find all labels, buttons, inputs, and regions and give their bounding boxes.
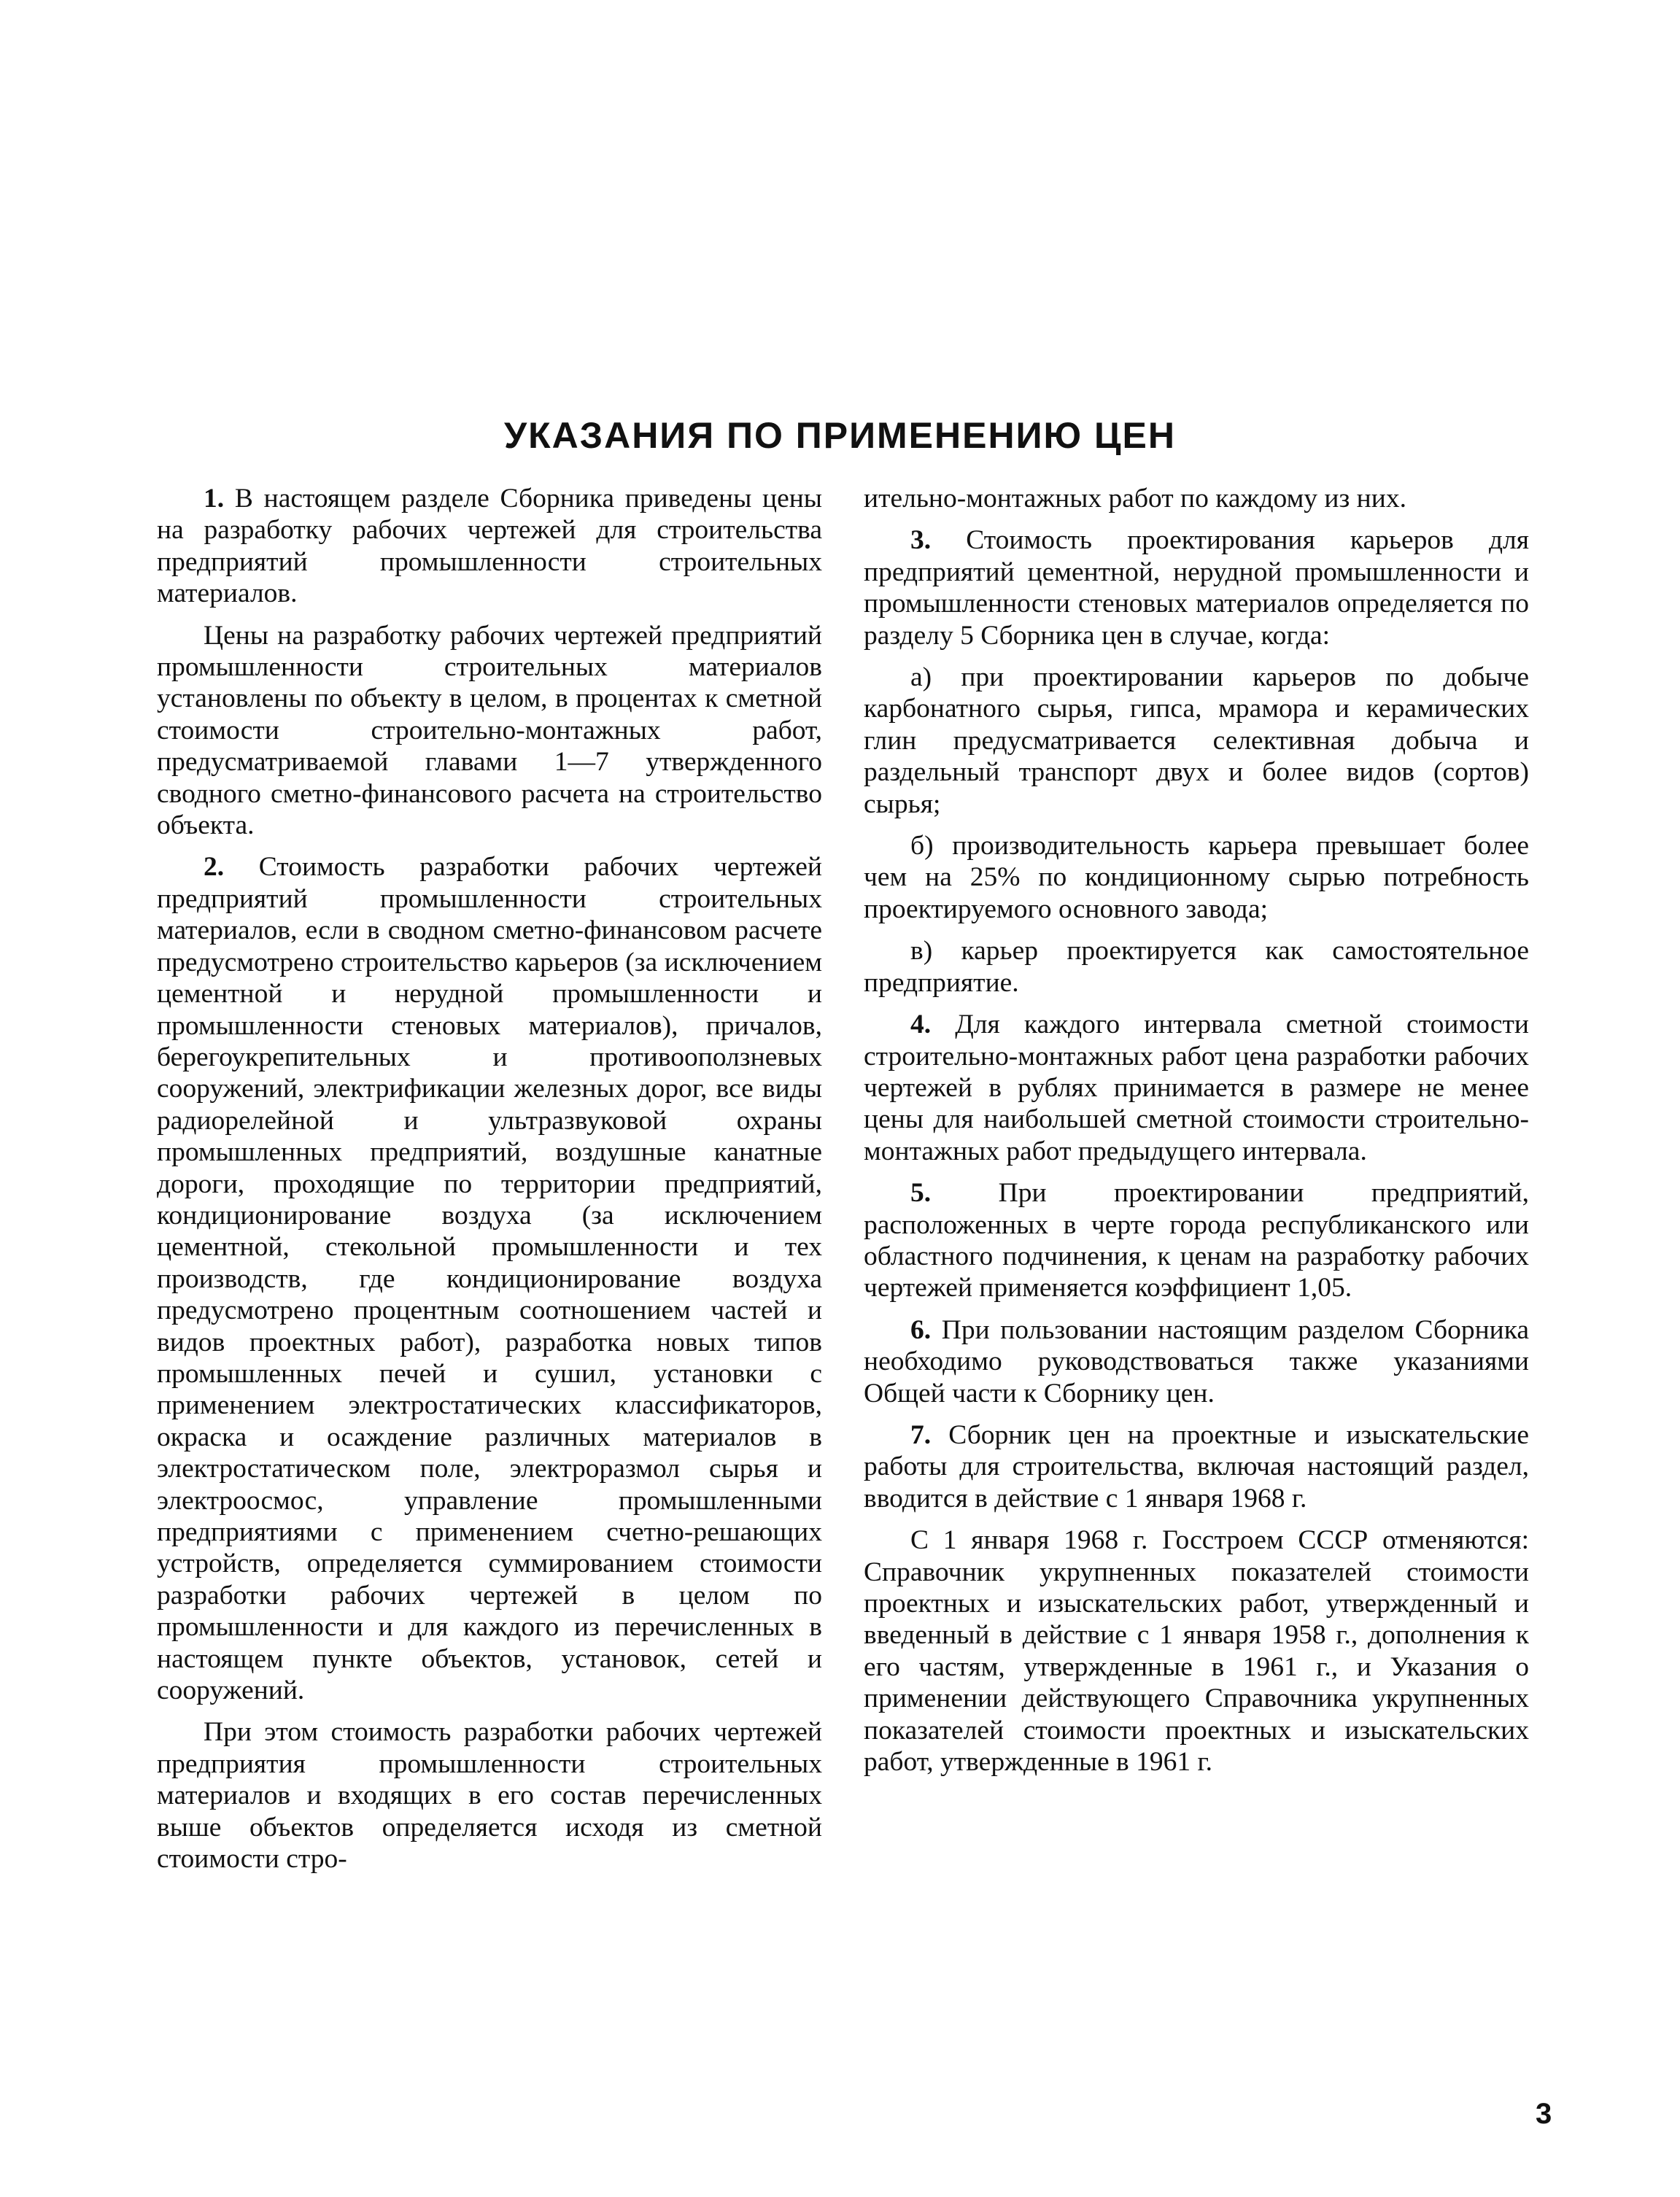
paragraph-number: 3.	[910, 525, 932, 556]
paragraph	[864, 1419, 1529, 1514]
paragraph-text: Стоимость разработки рабочих чертежей предприятий промышленности строительных материалов, если в сводном сметно-финансовом расчете предусмотрено строительство карьеров (за исключением цементной и нерудной промышленности и промышленности стеновых материалов), причалов, берегоукрепительных и противооползневых сооружений, электрификации железных дорог, все виды радиорелейной и ультразвуковой охраны промышленных предприятий, воздушные канатные дороги, проходящие по территории предприятий, кондиционирование воздуха (за исключением цементной, стекольной промышленности и тех производств, где кондиционирование воздуха предусмотрено процентным соотношением частей и видов проектных работ), разработка новых типов промышленных печей и сушил, установки с применением электростатических классификаторов, окраска и осаждение различных материалов в электростатическом поле, электроразмол сырья и электроосмос, управление промышленными предприятиями с применением счетно-решающих устройств, определяется суммированием стоимости разработки рабочих чертежей в целом по промышленности и для каждого из перечисленных в настоящем пункте объектов, установок, сетей и сооружений.	[157, 852, 822, 1706]
paragraph-text: В настоящем разделе Сборника приведены цены на разработку рабочих чертежей для строительства предприятий промышленности строительных материалов.	[157, 484, 822, 609]
paragraph	[157, 620, 822, 842]
paragraph-text: б) производительность карьера превышает более чем на 25% по кондиционному сырью потребность проектируемого основного завода;	[864, 831, 1529, 924]
paragraph-number: 1.	[204, 484, 225, 514]
left-column	[157, 483, 822, 1885]
paragraph	[864, 662, 1529, 820]
paragraph	[864, 1177, 1529, 1304]
paragraph-number: 5.	[910, 1178, 932, 1209]
paragraph	[864, 1009, 1529, 1167]
paragraph-text: При этом стоимость разработки рабочих чертежей предприятия промышленности строительных материалов и входящих в его состав перечисленных выше объектов определяется исходя из сметной стоимости стро-	[157, 1717, 822, 1875]
paragraph-text: При пользовании настоящим разделом Сборника необходимо руководствоваться также указаниями Общей части к Сборнику цен.	[864, 1314, 1530, 1409]
paragraph-text: Цены на разработку рабочих чертежей предприятий промышленности строительных материалов установлены по объекту в целом, в процентах к сметной стоимости строительно-монтажных работ, предусматриваемой главами 1—7 утвержденного сводного сметно-финансового расчета на строительство объекта.	[157, 620, 822, 841]
paragraph-number: 2.	[204, 852, 225, 883]
paragraph-text: Стоимость проектирования карьеров для предприятий цементной, нерудной промышленности и промышленности стеновых материалов определяется по разделу 5 Сборника цен в случае, когда:	[864, 525, 1530, 651]
page-title: УКАЗАНИЯ ПО ПРИМЕНЕНИЮ ЦЕН	[504, 415, 1176, 456]
paragraph	[864, 1524, 1529, 1778]
paragraph	[157, 851, 822, 1706]
paragraph	[864, 935, 1529, 999]
paragraph-number: 7.	[910, 1419, 932, 1450]
paragraph	[864, 830, 1529, 925]
paragraph-text: ительно-монтажных работ по каждому из них.	[864, 484, 1406, 514]
paragraph	[157, 483, 822, 610]
paragraph	[157, 1716, 822, 1875]
paragraph-text: С 1 января 1968 г. Госстроем СССР отменяются: Справочник укрупненных показателей стоимости проектных и изыскательских работ, утвержденный и введенный в действие с 1 января 1958 г., дополнения к его частям, утвержденные в 1961 г., и Указания о применении действующего Справочника укрупненных показателей стоимости проектных и изыскательских работ, утвержденные в 1961 г.	[864, 1525, 1529, 1778]
paragraph	[864, 1314, 1529, 1409]
paragraph-number: 6.	[910, 1314, 932, 1345]
paragraph	[864, 483, 1529, 514]
paragraph-text: в) карьер проектируется как самостоятельное предприятие.	[864, 936, 1529, 998]
right-column	[864, 483, 1529, 1788]
paragraph-text: а) при проектировании карьеров по добыче карбонатного сырья, гипса, мрамора и керамических глин предусматривается селективная добыча и раздельный транспорт двух и более видов (сортов) сырья;	[864, 662, 1529, 819]
paragraph-text: Для каждого интервала сметной стоимости строительно-монтажных работ цена разработки рабочих чертежей в рублях принимается в размере не менее цены для наибольшей сметной стоимости строительно-монтажных работ предыдущего интервала.	[864, 1010, 1529, 1166]
paragraph-text: При проектировании предприятий, расположенных в черте города республиканского или областного подчинения, к ценам на разработку рабочих чертежей применяется коэффициент 1,05.	[864, 1178, 1529, 1303]
page-number: 3	[1536, 2098, 1552, 2130]
paragraph-number: 4.	[910, 1010, 932, 1040]
paragraph-text: Сборник цен на проектные и изыскательские работы для строительства, включая настоящий раздел, вводится в действие с 1 января 1968 г.	[864, 1419, 1529, 1514]
paragraph	[864, 524, 1529, 651]
